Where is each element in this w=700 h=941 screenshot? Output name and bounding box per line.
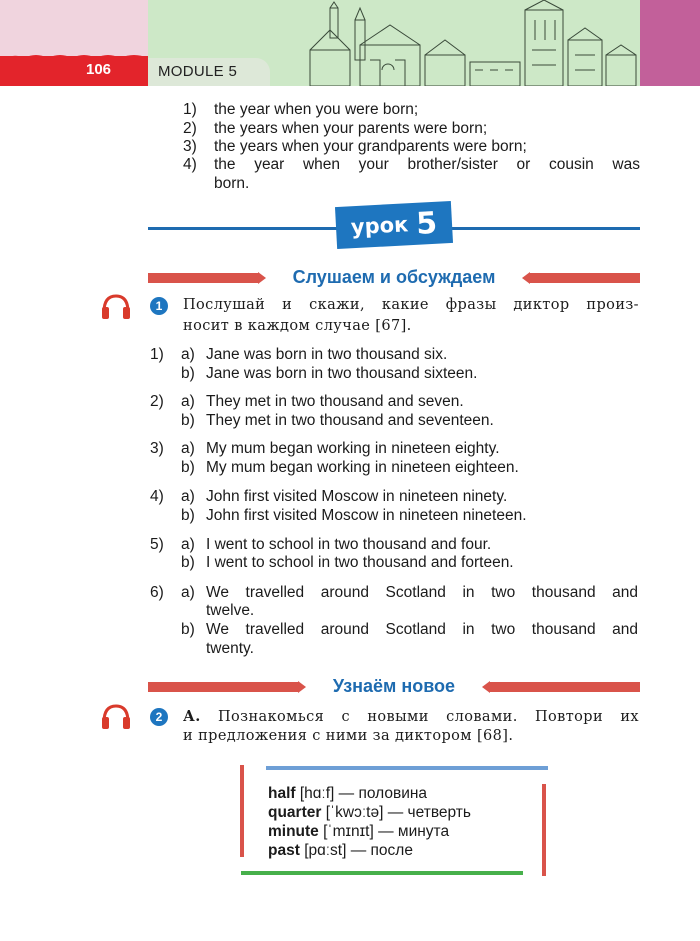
exercise-instruction-text: Познакомься с новыми словами. Повтори их xyxy=(217,709,639,725)
option-letter: b) xyxy=(181,621,195,638)
vocab-dash: — xyxy=(338,785,355,802)
list-item-number: 2) xyxy=(183,120,197,137)
option-text: I went to school in two thousand and four. xyxy=(206,536,492,553)
vocab-box-top-border xyxy=(266,766,548,770)
list-item-text: the year when you were born; xyxy=(214,101,419,118)
lesson-word: урок xyxy=(350,212,409,240)
exercise-part-label: А. xyxy=(183,708,201,725)
item-number: 6) xyxy=(150,584,164,601)
vocab-word: minute xyxy=(268,823,319,840)
header-red-band xyxy=(0,56,148,86)
vocab-transcription: [hɑːf] xyxy=(299,785,335,802)
option-letter: b) xyxy=(181,554,195,571)
vocab-word: past xyxy=(268,842,300,859)
exercise-instruction: Послушай и скажи, какие фразы диктор произ- xyxy=(183,297,639,313)
vocab-box-left-border xyxy=(240,765,244,857)
vocab-entry xyxy=(268,822,449,841)
page-number: 106 xyxy=(86,61,112,78)
vocab-transcription: [ˈkwɔːtə] xyxy=(325,804,384,821)
section-heading xyxy=(148,266,640,288)
vocab-word: quarter xyxy=(268,804,322,821)
lesson-badge xyxy=(335,201,453,249)
option-text: My mum began working in nineteen eighty. xyxy=(206,440,500,457)
list-item-number: 1) xyxy=(183,101,197,118)
option-text: Jane was born in two thousand sixteen. xyxy=(206,365,478,382)
option-letter: b) xyxy=(181,459,195,476)
list-item-text: the years when your grandparents were born; xyxy=(214,138,527,155)
option-text: twelve. xyxy=(206,602,255,619)
item-number: 2) xyxy=(150,393,164,410)
vocab-box-bottom-border xyxy=(241,871,523,875)
option-letter: b) xyxy=(181,412,195,429)
item-number: 5) xyxy=(150,536,164,553)
vocab-transcription: [ˈmɪnɪt] xyxy=(323,823,374,840)
option-text: I went to school in two thousand and forteen. xyxy=(206,554,514,571)
list-item-text: the years when your parents were born; xyxy=(214,120,488,137)
option-letter: a) xyxy=(181,346,195,363)
exercise-instruction: и предложения с ними за диктором [68]. xyxy=(183,728,514,744)
option-text: They met in two thousand and seventeen. xyxy=(206,412,494,429)
vocab-dash: — xyxy=(387,804,404,821)
vocab-translation: минута xyxy=(397,823,450,840)
exercise-number-badge: 1 xyxy=(150,297,168,315)
vocab-transcription: [pɑːst] xyxy=(304,842,347,859)
option-letter: b) xyxy=(181,365,195,382)
vocab-translation: после xyxy=(370,842,413,859)
option-letter: a) xyxy=(181,584,195,601)
option-text: John first visited Moscow in nineteen nineteen. xyxy=(206,507,527,524)
vocab-translation: половина xyxy=(358,785,428,802)
vocab-entry xyxy=(268,841,413,860)
vocab-entry xyxy=(268,803,471,822)
list-item-text: born. xyxy=(214,175,250,192)
list-item-text: the year when your brother/sister or cousin was xyxy=(214,156,640,173)
item-number: 1) xyxy=(150,346,164,363)
option-letter: a) xyxy=(181,536,195,553)
item-number: 3) xyxy=(150,440,164,457)
option-text: My mum began working in nineteen eighteen. xyxy=(206,459,519,476)
vocab-dash: — xyxy=(378,823,394,840)
item-number: 4) xyxy=(150,488,164,505)
headphones-icon xyxy=(100,702,132,730)
option-letter: a) xyxy=(181,488,195,505)
section-title: Узнаём новое xyxy=(332,676,456,696)
section-heading xyxy=(148,675,640,697)
option-text: Jane was born in two thousand six. xyxy=(206,346,448,363)
exercise-instruction xyxy=(183,707,639,727)
vocab-translation: четверть xyxy=(407,804,471,821)
headphones-icon xyxy=(100,292,132,320)
option-letter: a) xyxy=(181,440,195,457)
list-item-number: 4) xyxy=(183,156,197,173)
vocab-dash: — xyxy=(350,842,367,859)
option-letter: a) xyxy=(181,393,195,410)
option-text: We travelled around Scotland in two thousand and xyxy=(206,584,638,601)
option-text: John first visited Moscow in nineteen ninety. xyxy=(206,488,508,505)
lesson-number: 5 xyxy=(415,205,438,242)
vocab-word: half xyxy=(268,785,296,802)
exercise-number-badge: 2 xyxy=(150,708,168,726)
option-text: They met in two thousand and seven. xyxy=(206,393,464,410)
option-text: twenty. xyxy=(206,640,254,657)
exercise-instruction: носит в каждом случае [67]. xyxy=(183,318,412,334)
list-item-number: 3) xyxy=(183,138,197,155)
header-magenta-band xyxy=(640,0,700,86)
vocab-entry xyxy=(268,784,427,803)
section-title: Слушаем и обсуждаем xyxy=(292,267,496,287)
option-text: We travelled around Scotland in two thousand and xyxy=(206,621,638,638)
city-skyline-illustration xyxy=(300,0,640,86)
vocab-box-right-border xyxy=(542,784,546,876)
option-letter: b) xyxy=(181,507,195,524)
module-label: MODULE 5 xyxy=(158,63,238,80)
